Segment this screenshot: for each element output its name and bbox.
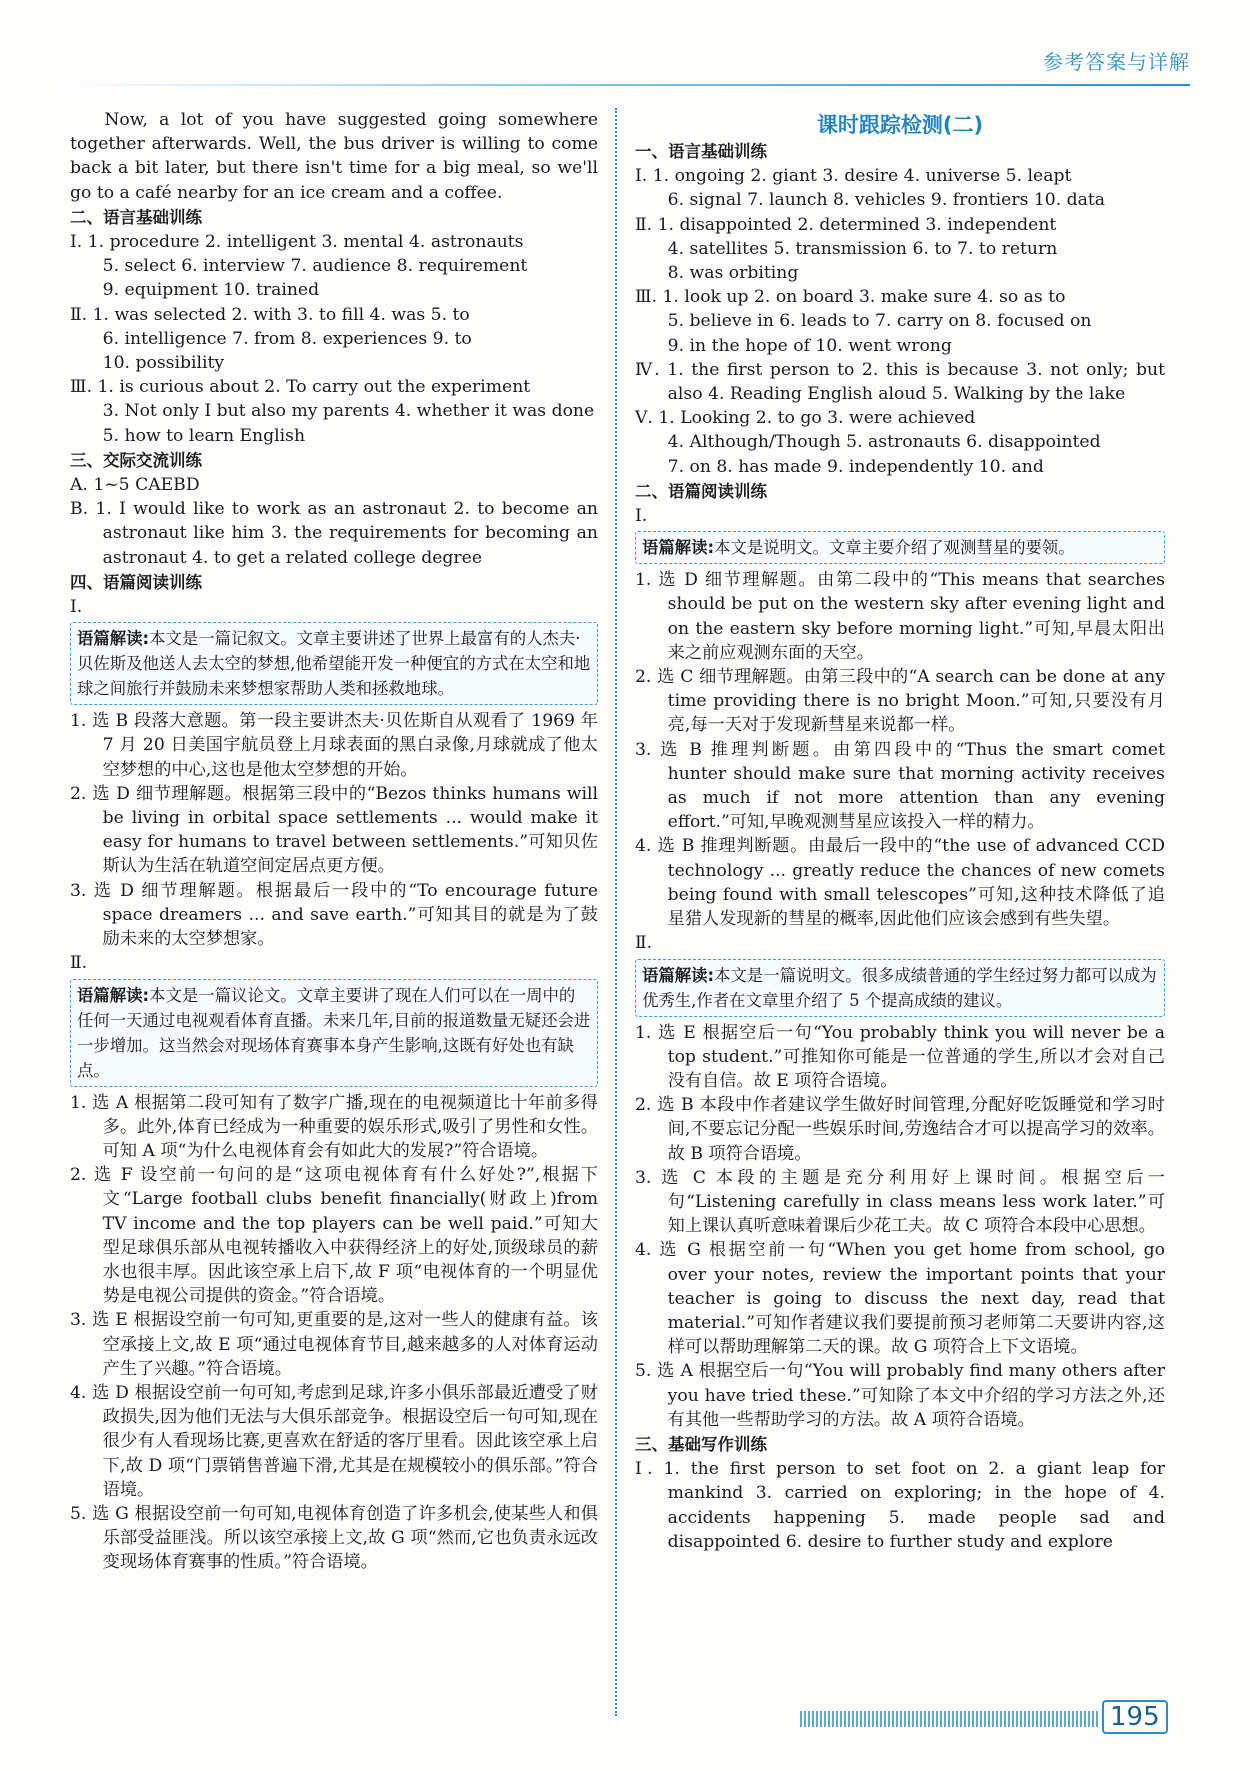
passage-analysis-box [635,959,1165,1017]
answer-item: 1. 选 E 根据空后一句“You probably think you will never be a top student.”可推知你可能是一位普通的学生,所以才会对自己没有自信。故 E 项符合语境。 [635,1022,1165,1091]
answer-line: Ⅱ. 1. was selected 2. with 3. to fill 4. was 5. to [70,304,470,325]
footer-decoration [800,1711,1100,1727]
answer-item: 3. 选 C 本段的主题是充分利用好上课时间。根据空后一句“Listening carefully in class means less work later.”可知上课认真听意味着课后少花工夫。故 C 项符合本段中心思想。 [635,1167,1165,1237]
passage-analysis-box [70,979,598,1087]
answer-line: 9. in the hope of 10. went wrong [667,335,952,356]
answer-line: 8. was orbiting [667,263,799,284]
answer-item: 5. 选 G 根据设空前一句可知,电视体育创造了许多机会,使某些人和俱乐部受益匪浅。所以该空承接上文,故 G 项“然而,它也负责永远改变现场体育赛事的性质。”符合语境。 [70,1503,598,1573]
answer-line: Ⅰ. 1. ongoing 2. giant 3. desire 4. universe 5. leapt [635,166,1072,187]
passage-analysis-box [635,531,1165,564]
page-title: 课时跟踪检测(二) [816,113,984,137]
left-column [70,108,598,1575]
box-text: 本文是说明文。文章主要介绍了观测彗星的要领。 [714,538,1075,558]
box-label: 语篇解读: [77,629,150,649]
answer-item: 2. 选 D 细节理解题。根据第三段中的“Bezos thinks humans will be living in orbital space settlements ... would make it easy for humans to travel between settlements.”可知贝佐斯认为生活在轨道空间定居点更方便。 [70,783,598,877]
section-title: 二、语篇阅读训练 [635,481,767,501]
box-label: 语篇解读: [642,965,715,985]
answer-item: 1. 选 D 细节理解题。由第二段中的“This means that searches should be put on the western sky after evening light and on the eastern sky before morning light.”可知,早晨太阳出来之前应观测东面的天空。 [635,570,1165,663]
answer-line: Ⅰ. 1. procedure 2. intelligent 3. mental 4. astronauts [70,232,524,253]
section-title: 三、交际交流训练 [70,450,202,470]
answer-line: 9. equipment 10. trained [102,280,320,301]
page-number: 195 [1102,1700,1168,1734]
column-divider [615,108,617,1716]
answer-item: 4. 选 B 推理判断题。由最后一段中的“the use of advanced CCD technology ... greatly reduce the chances of new comets being found with small telescopes”可知,这种技术降低了追星猎人发现新的彗星的概率,因此他们应该会感到有些失望。 [635,836,1165,930]
header-tag: 参考答案与详解 [1043,50,1190,74]
answer-item: 1. 选 A 根据第二段可知有了数字广播,现在的电视频道比十年前多得多。此外,体育已经成为一种重要的娱乐形式,吸引了男性和女性。可知 A 项“为什么电视体育会有如此大的发展?”符合语境。 [70,1092,598,1161]
answer-line: Ⅲ. 1. is curious about 2. To carry out the experiment [70,377,531,398]
answer-line: Ⅲ. 1. look up 2. on board 3. make sure 4. so as to [635,287,1066,308]
roman-label: Ⅰ. [70,597,83,618]
answer-item: 2. 选 F 设空前一句问的是“这项电视体育有什么好处?”,根据下文“Large football clubs benefit financially(财政上)from TV income and the top players can be well paid.”可知大型足球俱乐部从电视转播收入中获得经济上的好处,顶级球员的薪水也很丰厚。因此该空承上启下,故 F 项“电视体育的一个明显优势是电视公司提供的资金。”符合语境。 [70,1165,598,1307]
answer-line: B. 1. I would like to work as an astronaut 2. to become an astronaut like him 3. the requirements for becoming an astronaut 4. to get a related college degree [70,499,598,568]
answer-item: 2. 选 B 本段中作者建议学生做好时间管理,分配好吃饭睡觉和学习时间,不要忘记分配一些娱乐时间,劳逸结合才可以提高学习的效率。故 B 项符合语境。 [635,1095,1165,1164]
section-title: 二、语言基础训练 [70,207,202,227]
answer-item: Ⅰ. 1. the first person to set foot on 2. a giant leap for mankind 3. carried on exploring; in the hope of 4. accidents happening 5. made people sad and disappointed 6. desire to further study and explore [635,1459,1165,1552]
answer-item: 4. 选 D 根据设空前一句可知,考虑到足球,许多小俱乐部最近遭受了财政损失,因为他们无法与大俱乐部竞争。根据设空后一句可知,现在很少有人看现场比赛,更喜欢在舒适的客厅里看。因此该空承上启下,故 D 项“门票销售普遍下滑,尤其是在规模较小的俱乐部。”符合语境。 [70,1382,598,1500]
answer-item: 1. 选 B 段落大意题。第一段主要讲杰夫·贝佐斯自从观看了 1969 年 7 月 20 日美国宇航员登上月球表面的黑白录像,月球就成了他太空梦想的中心,这也是他太空梦想的开始。 [70,711,598,780]
answer-line: 6. signal 7. launch 8. vehicles 9. frontiers 10. data [667,190,1106,211]
answer-line: 7. on 8. has made 9. independently 10. and [667,456,1044,477]
box-text: 本文是一篇议论文。文章主要讲了现在人们可以在一周中的任何一天通过电视观看体育直播。未来几年,目前的报道数量无疑还会进一步增加。这当然会对现场体育赛事本身产生影响,这既有好处也有缺点。 [77,985,591,1080]
answer-line: 6. intelligence 7. from 8. experiences 9. to [102,328,472,349]
intro-paragraph: Now, a lot of you have suggested going somewhere together afterwards. Well, the bus driver is willing to come back a bit later, but there isn't time for a big meal, so we'll go to a café nearby for an ice cream and a coffee. [70,110,598,203]
box-text: 本文是一篇说明文。很多成绩普通的学生经过努力都可以成为优秀生,作者在文章里介绍了 5 个提高成绩的建议。 [642,965,1157,1010]
answer-line: 4. satellites 5. transmission 6. to 7. to return [667,238,1058,259]
answer-line: 3. Not only I but also my parents 4. whether it was done [102,401,595,422]
right-column [635,108,1165,1554]
roman-label: Ⅱ. [635,933,653,954]
passage-analysis-box [70,622,598,705]
answer-line: A. 1~5 CAEBD [70,475,200,496]
answer-item: 3. 选 B 推理判断题。由第四段中的“Thus the smart comet hunter should make sure that morning activity receives as much if not more attention than any evening effort.”可知,早晚观测彗星应该投入一样的精力。 [635,739,1165,833]
section-title: 四、语篇阅读训练 [70,572,202,592]
roman-label: Ⅰ. [635,506,648,527]
header-rule [60,84,1190,86]
answer-line: Ⅱ. 1. disappointed 2. determined 3. independent [635,214,1057,235]
answer-item: 3. 选 E 根据设空前一句可知,更重要的是,这对一些人的健康有益。该空承接上文,故 E 项“通过电视体育节目,越来越多的人对体育运动产生了兴趣。”符合语境。 [70,1310,598,1379]
answer-item: 3. 选 D 细节理解题。根据最后一段中的“To encourage future space dreamers ... and save earth.”可知其目的就是为了鼓励未来的太空梦想家。 [70,880,598,950]
box-label: 语篇解读: [642,538,715,558]
answer-line: Ⅳ. 1. the first person to 2. this is because 3. not only; but also 4. Reading English aloud 5. Walking by the lake [635,359,1165,405]
answer-line: 5. select 6. interview 7. audience 8. requirement [102,256,528,277]
box-text: 本文是一篇记叙文。文章主要讲述了世界上最富有的人杰夫·贝佐斯及他送人去太空的梦想,他希望能开发一种便宜的方式在太空和地球之间旅行并鼓励未来梦想家帮助人类和拯救地球。 [77,629,591,699]
answer-line: 5. believe in 6. leads to 7. carry on 8. focused on [667,311,1092,332]
section-title: 三、基础写作训练 [635,1434,767,1454]
answer-item: 4. 选 G 根据空前一句“When you get home from school, go over your notes, review the important points that your teacher is going to discuss the next day, read that material.”可知作者建议我们要提前预习老师第二天要讲内容,这样可以帮助理解第二天的课。故 G 项符合上下文语境。 [635,1240,1165,1358]
section-title: 一、语言基础训练 [635,142,767,161]
answer-line: 4. Although/Though 5. astronauts 6. disappointed [667,432,1101,453]
box-label: 语篇解读: [77,985,150,1005]
answer-item: 5. 选 A 根据空后一句“You will probably find many others after you have tried these.”可知除了本文中介绍的学习方法之外,还有其他一些帮助学习的方法。故 A 项符合语境。 [635,1361,1165,1430]
answer-line: Ⅴ. 1. Looking 2. to go 3. were achieved [635,408,976,429]
answer-line: 5. how to learn English [102,425,306,446]
answer-item: 2. 选 C 细节理解题。由第三段中的“A search can be done at any time providing there is no bright Moon.”可知,只要没有月亮,每一天对于发现新彗星来说都一样。 [635,667,1165,736]
answer-line: 10. possibility [102,353,225,374]
roman-label: Ⅱ. [70,953,88,974]
